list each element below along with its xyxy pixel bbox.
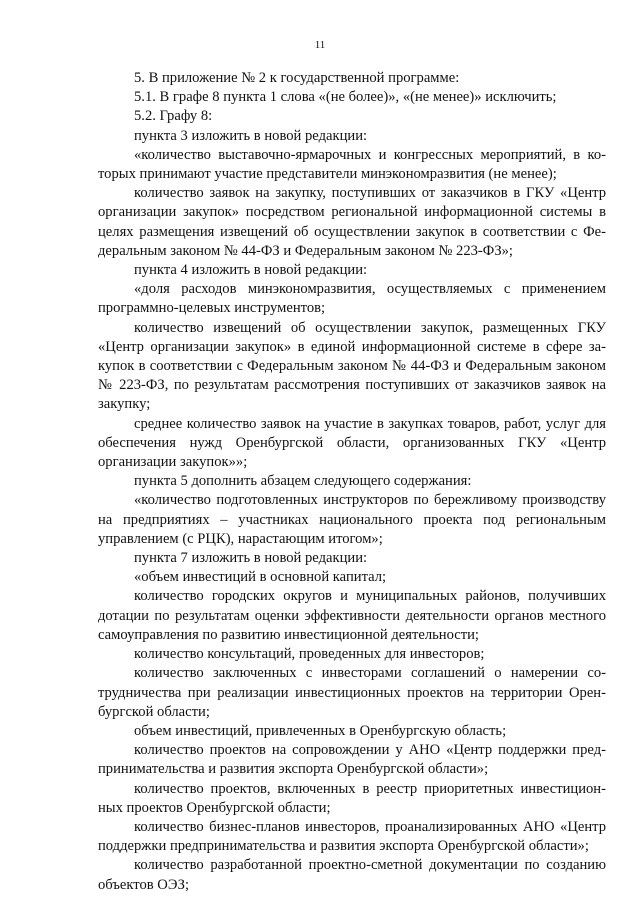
paragraph: количество заключенных с инвесторами соглашений о намерении сотрудничества при реализации инвестиционных проектов на территории Оренбургской области; xyxy=(98,665,606,720)
paragraph: среднее количество заявок на участие в закупках товаров, работ, услуг для обеспечения нужд Оренбургской области, организованных ГКУ «Центр организации закупок»»; xyxy=(98,415,606,471)
paragraph: количество разработанной проектно-сметной документации по созданию объектов ОЭЗ; xyxy=(98,857,606,893)
paragraph: 5.1. В графе 8 пункта 1 слова «(не более)», «(не менее)» исключить; xyxy=(134,89,557,106)
paragraph: количество бизнес-планов инвесторов, проанализированных АНО «Центр поддержки предпринимательства и развития экспорта Оренбургской области»; xyxy=(98,818,606,855)
paragraph: 5. В приложение № 2 к государственной программе: xyxy=(134,70,460,86)
paragraph: пункта 3 изложить в новой редакции: xyxy=(134,127,368,144)
page-number: 11 xyxy=(314,39,326,51)
paragraph: объем инвестиций, привлеченных в Оренбургскую область; xyxy=(134,722,507,739)
paragraph: пункта 5 дополнить абзацем следующего содержания: xyxy=(134,473,472,490)
paragraph: «объем инвестиций в основной капитал; xyxy=(134,569,387,586)
paragraph: пункта 7 изложить в новой редакции: xyxy=(134,550,368,567)
paragraph: пункта 4 изложить в новой редакции: xyxy=(134,262,368,279)
paragraph: «доля расходов минэкономразвития, осуществляемых с применением программно-целевых инструментов; xyxy=(98,281,606,317)
paragraph: количество проектов, включенных в реестр приоритетных инвестиционных проектов Оренбургской области; xyxy=(98,780,606,816)
paragraph: количество городских округов и муниципальных районов, получивших дотации по результатам оценки эффективности деятельности органов местного самоуправления по развитию инвестиционной деятельности; xyxy=(98,588,606,643)
paragraph: «количество подготовленных инструкторов по бережливому производству на предприятиях – участниках национального проекта под региональным управлением (с РЦК), нарастающим итогом»; xyxy=(98,492,606,547)
paragraph: количество заявок на закупку, поступивших от заказчиков в ГКУ «Центр организации закупок» посредством региональной информационной системы в целях размещения извещений об осуществлении закупок в соответствии с Федеральным законом № 44-ФЗ и Федеральным законом № 223-ФЗ»; xyxy=(98,185,606,259)
document-body xyxy=(98,69,606,895)
paragraph: количество извещений об осуществлении закупок, размещенных ГКУ «Центр организации закупок» в единой информационной системе в сфере закупок в соответствии с Федеральным законом № 44-ФЗ и Федеральным законом № 223-ФЗ, по результатам рассмотрения поступивших от заказчиков заявок на закупку; xyxy=(98,319,606,413)
paragraph: количество консультаций, проведенных для инвесторов; xyxy=(134,646,485,663)
paragraph: «количество выставочно-ярмарочных и конгрессных мероприятий, в которых принимают участие представители минэкономразвития (не менее); xyxy=(98,146,606,183)
paragraph: количество проектов на сопровождении у АНО «Центр поддержки предпринимательства и развития экспорта Оренбургской области»; xyxy=(98,742,606,778)
paragraph: 5.2. Графу 8: xyxy=(134,108,213,125)
